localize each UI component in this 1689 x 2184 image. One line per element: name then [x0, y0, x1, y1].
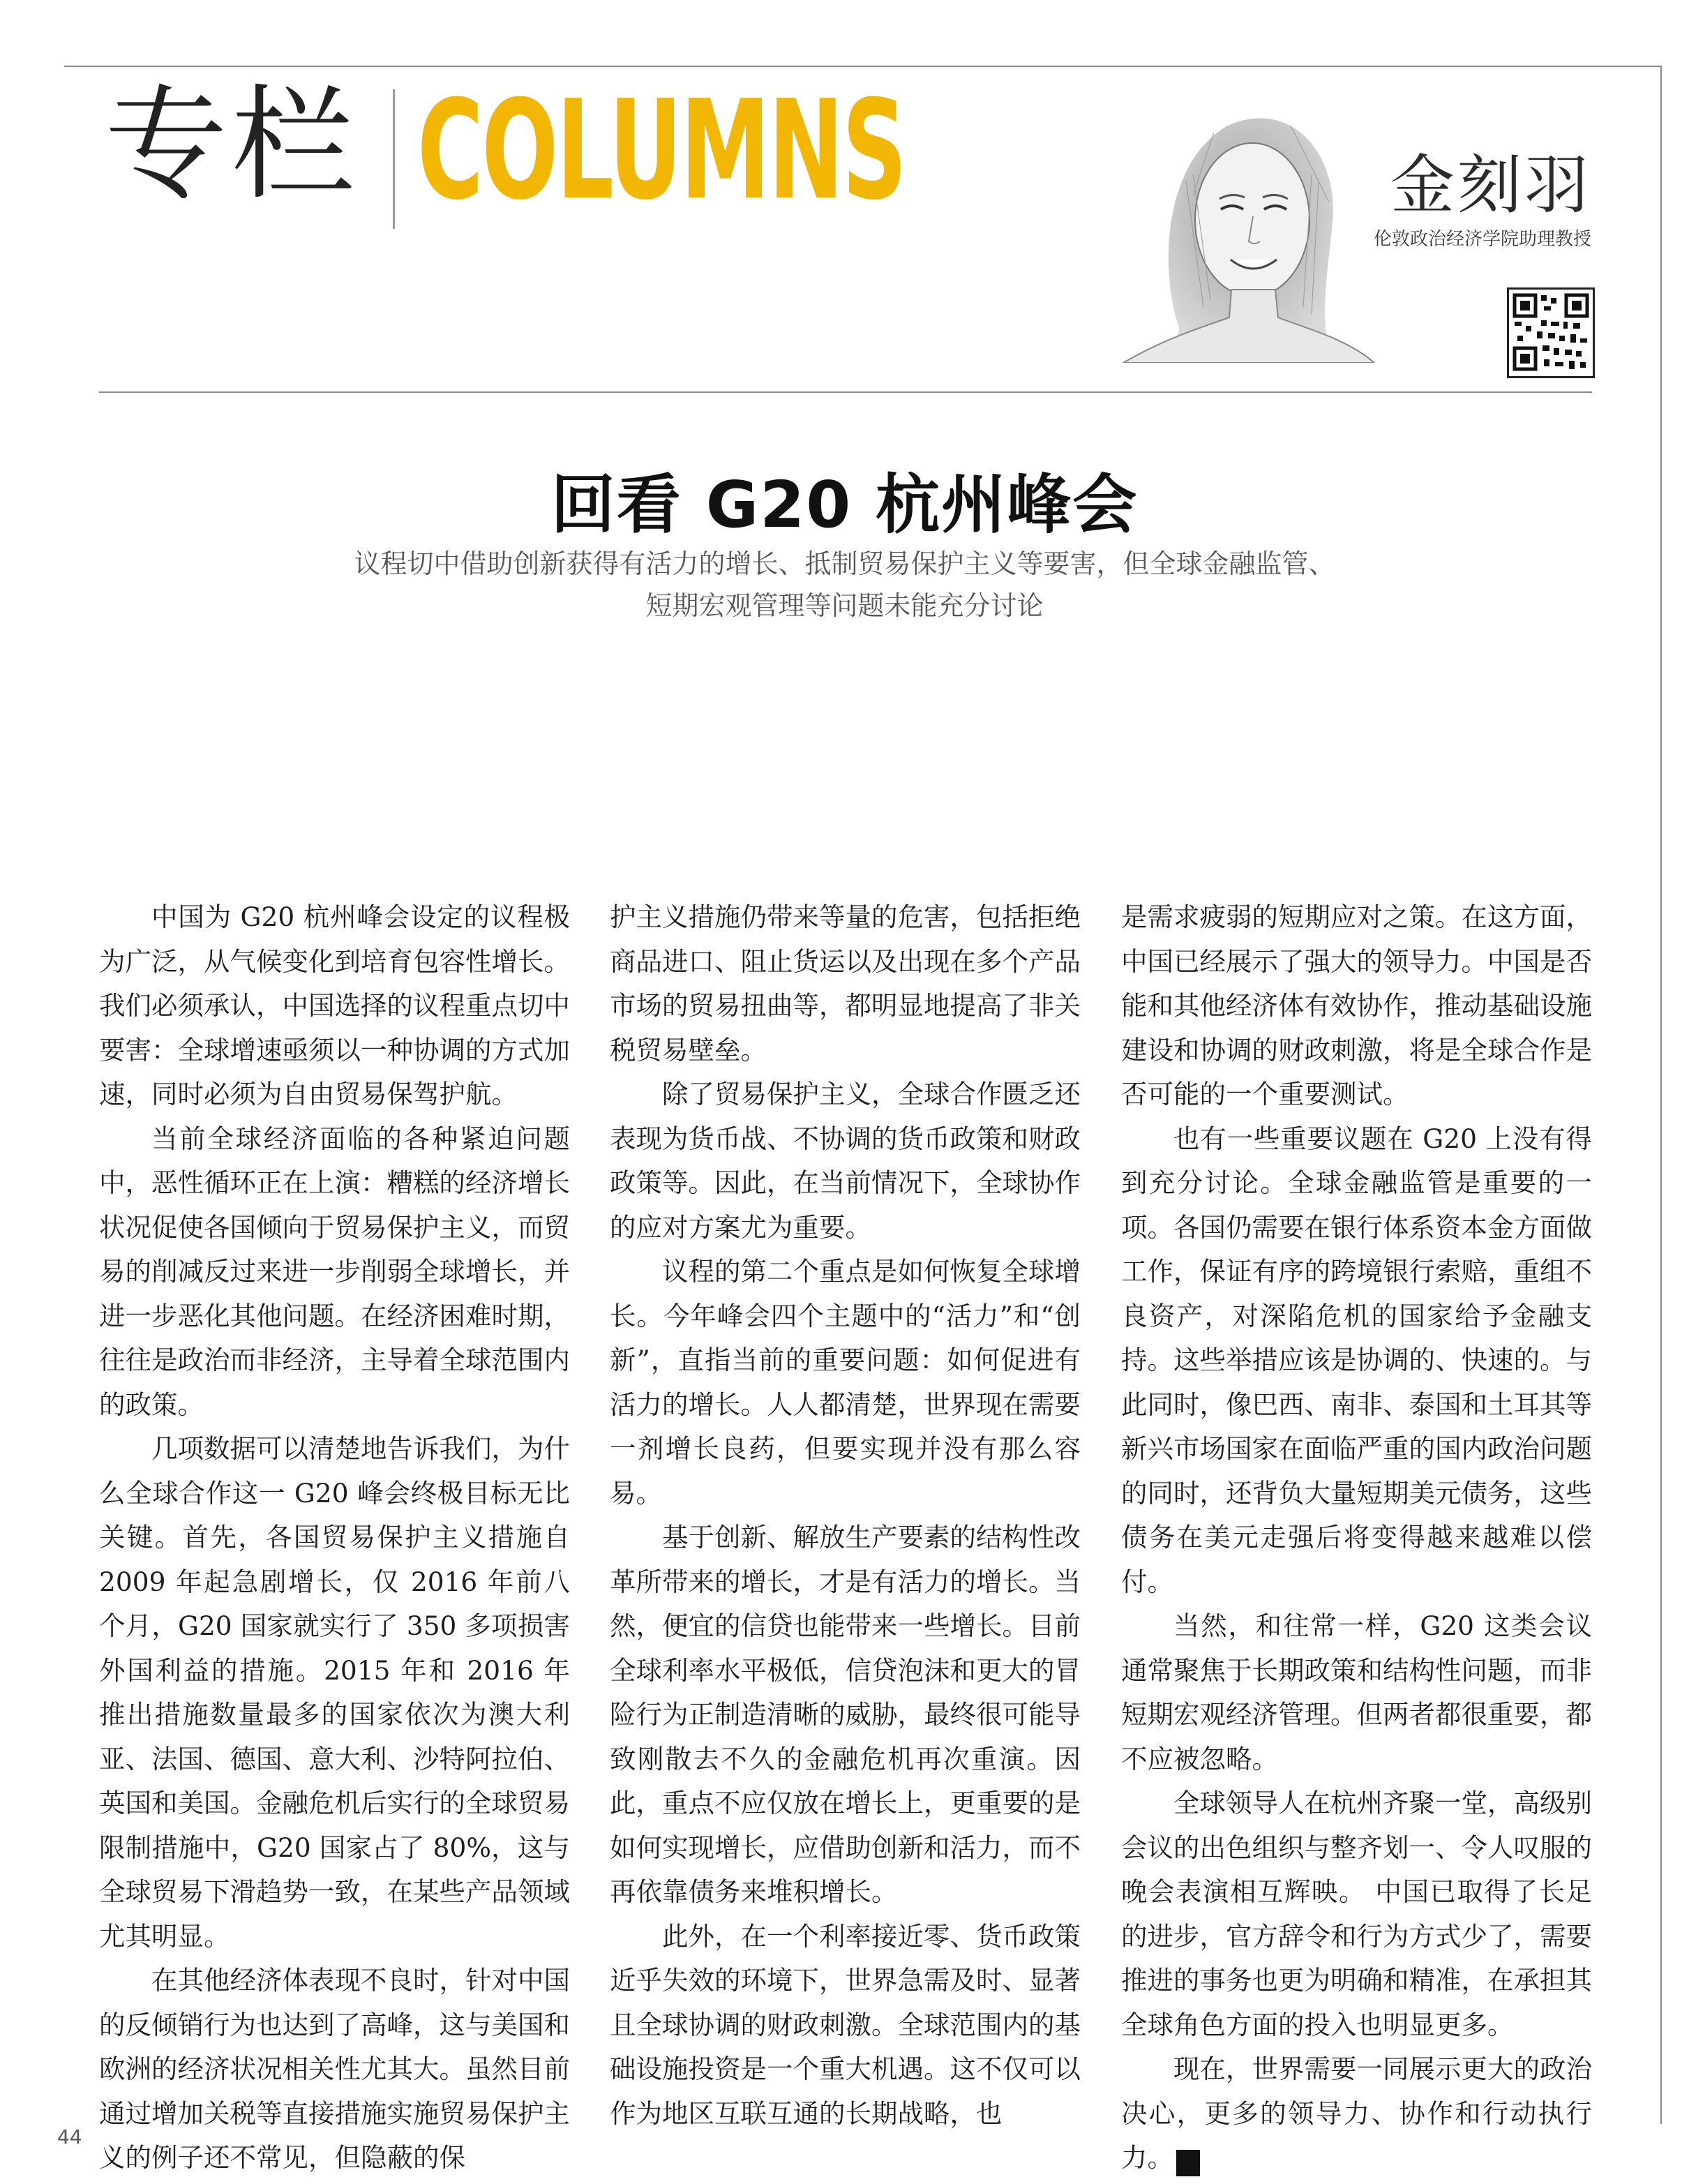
text-column-1: [99, 895, 570, 2181]
body-paragraph: 在其他经济体表现不良时，针对中国的反倾销行为也达到了高峰，这与美国和欧洲的经济状况相关性尤其大。虽然目前通过增加关税等直接措施实施贸易保护主义的例子还不常见，但隐蔽的保: [99, 1965, 570, 2173]
body-paragraph: 基于创新、解放生产要素的结构性改革所带来的增长，才是有活力的增长。当然，便宜的信贷也能带来一些增长。目前全球利率水平极低，信贷泡沫和更大的冒险行为正制造清晰的威胁，最终很可能导致刚散去不久的金融危机再次重演。因此，重点不应仅放在增长上，更重要的是如何实现增长，应借助创新和活力，而不再依靠债务来堆积增长。: [610, 1522, 1081, 1907]
header-divider: [99, 391, 1592, 393]
body-paragraph: 除了贸易保护主义，全球合作匮乏还表现为货币战、不协调的货币政策和财政政策等。因此，在当前情况下，全球协作的应对方案尤为重要。: [610, 1079, 1081, 1243]
author-portrait-icon: [1081, 98, 1388, 363]
section-label-cn: 专栏: [105, 73, 359, 216]
body-paragraph: 当前全球经济面临的各种紧迫问题中，恶性循环正在上演：糟糕的经济增长状况促使各国倾向于贸易保护主义，而贸易的削减反过来进一步削弱全球增长，并进一步恶化其他问题。在经济困难时期，往往是政治而非经济，主导着全球范围内的政策。: [99, 1123, 570, 1420]
column-header: [0, 0, 1689, 391]
body-paragraph: 当然，和往常一样，G20 这类会议通常聚焦于长期政策和结构性问题，而非短期宏观经济管理。但两者都很重要，都不应被忽略。: [1121, 1610, 1592, 1774]
section-label-en: COLUMNS: [417, 71, 906, 230]
end-mark-icon: 新: [1176, 2150, 1200, 2176]
body-paragraph: 议程的第二个重点是如何恢复全球增长。今年峰会四个主题中的“活力”和“创新”，直指当前的重要问题：如何促进有活力的增长。人人都清楚，世界现在需要一剂增长良药，但要实现并没有那么容易。: [610, 1256, 1081, 1509]
body-paragraph: 也有一些重要议题在 G20 上没有得到充分讨论。全球金融监管是重要的一项。各国仍需要在银行体系资本金方面做工作，保证有序的跨境银行索赔，重组不良资产，对深陷危机的国家给予金融支持。这些举措应该是协调的、快速的。与此同时，像巴西、南非、泰国和土耳其等新兴市场国家在面临严重的国内政治问题的同时，还背负大量短期美元债务，这些债务在美元走强后将变得越来越难以偿付。: [1121, 1123, 1592, 1597]
body-paragraph: 中国为 G20 杭州峰会设定的议程极为广泛，从气候变化到培育包容性增长。我们必须承认，中国选择的议程重点切中要害：全球增速亟须以一种协调的方式加速，同时必须为自由贸易保驾护航。: [99, 902, 570, 1109]
qr-code-icon[interactable]: [1507, 287, 1595, 378]
article-subtitle: [174, 543, 1515, 627]
body-paragraph: 护主义措施仍带来等量的危害，包括拒绝商品进口、阻止货运以及出现在多个产品市场的贸易扭曲等，都明显地提高了非关税贸易壁垒。: [610, 902, 1081, 1065]
text-column-3: [1121, 895, 1592, 2181]
body-paragraph: [1121, 2047, 1592, 2181]
text-column-2: [610, 895, 1081, 2136]
subtitle-line-2: 短期宏观管理等问题未能充分讨论: [645, 590, 1044, 621]
body-paragraph: 全球领导人在杭州齐聚一堂，高级别会议的出色组织与整齐划一、令人叹服的晚会表演相互辉映。 中国已取得了长足的进步，官方辞令和行为方式少了，需要推进的事务也更为明确和精准，在承担其全球角色方面的投入也明显更多。: [1121, 1788, 1592, 2040]
author-name: 金刻羽: [1390, 148, 1591, 223]
subtitle-line-1: 议程切中借助创新获得有活力的增长、抵制贸易保护主义等要害，但全球金融监管、: [354, 548, 1335, 579]
page-number: 44: [57, 2125, 82, 2148]
paragraph-text: 现在，世界需要一同展示更大的政治决心，更多的领导力、协作和行动执行力。: [1121, 2054, 1592, 2173]
body-paragraph: 几项数据可以清楚地告诉我们，为什么全球合作这一 G20 峰会终极目标无比关键。首先，各国贸易保护主义措施自 2009 年起急剧增长，仅 2016 年前八个月，G20 国家就实行了 350 多项损害外国利益的措施。2015 年和 2016 年推出措施数量最多的国家依次为澳大利亚、法国、德国、意大利、沙特阿拉伯、英国和美国。金融危机后实行的全球贸易限制措施中，G20 国家占了 80%，这与全球贸易下滑趋势一致，在某些产品领域尤其明显。: [99, 1433, 570, 1952]
body-paragraph: 此外，在一个利率接近零、货币政策近乎失效的环境下，世界急需及时、显著且全球协调的财政刺激。全球范围内的基础设施投资是一个重大机遇。这不仅可以作为地区互联互通的长期战略，也: [610, 1920, 1081, 2129]
author-title: 伦敦政治经济学院助理教授: [1373, 229, 1591, 250]
body-paragraph: 是需求疲弱的短期应对之策。在这方面，中国已经展示了强大的领导力。中国是否能和其他经济体有效协作，推动基础设施建设和协调的财政刺激，将是全球合作是否可能的一个重要测试。: [1121, 902, 1592, 1109]
header-separator: [393, 89, 395, 229]
article-body: [99, 895, 1592, 2174]
article-title: 回看 G20 杭州峰会: [550, 468, 1139, 542]
